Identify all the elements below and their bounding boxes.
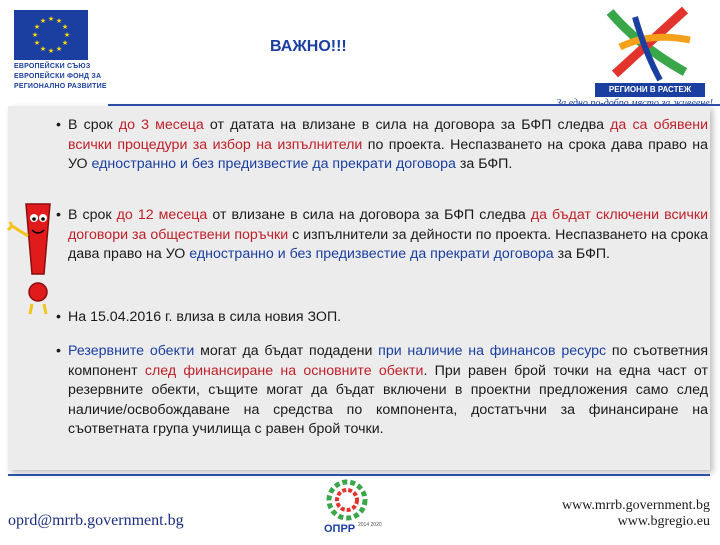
bullet-dot: • — [56, 309, 61, 325]
highlight-blue-text: едностранно и без предизвестие да прекрати договора — [189, 246, 554, 262]
body-text: . При равен брой точки на една част от резервните обекти, същите могат да бъдат включени в проектни предложения само след наличие/освобождаване на средства по компонента, достатъчни за финансиране на съответната група училища с равен брой точки. — [68, 362, 708, 437]
content-panel — [8, 106, 710, 470]
svg-text:★: ★ — [31, 32, 39, 39]
oprr-years: 2014 2020 — [358, 522, 382, 528]
regions-in-growth-logo — [590, 2, 710, 96]
bullet-dot: • — [56, 343, 61, 359]
svg-text:★: ★ — [33, 40, 41, 47]
svg-text:★: ★ — [55, 46, 63, 53]
body-text: от влизане в сила на договора за БФП следва — [207, 207, 531, 223]
body-text: от датата на влизане в сила на договора за БФП следва — [203, 117, 611, 133]
eu-logo-line-2: ЕВРОПЕЙСКИ ФОНД ЗА — [14, 73, 102, 80]
bullet-dot: • — [56, 207, 61, 223]
bullet-dot: • — [56, 117, 61, 133]
svg-text:★: ★ — [39, 46, 47, 53]
eu-flag-icon — [14, 10, 88, 60]
contact-email[interactable]: oprd@mrrb.government.bg — [8, 512, 184, 529]
svg-text:★: ★ — [61, 40, 69, 47]
body-text: В срок — [68, 207, 117, 223]
bullet-item — [56, 342, 709, 440]
svg-text:★: ★ — [39, 18, 47, 25]
body-text: В срок — [68, 117, 119, 133]
highlight-blue-text: Резервните обекти — [68, 343, 195, 359]
footer-divider — [8, 474, 710, 476]
highlight-red-text: да бъдат сключени всички договори за обществени поръчки — [68, 207, 709, 243]
highlight-red-text: до 12 месеца — [116, 207, 208, 223]
website-link-bgregio[interactable]: www.bgregio.eu — [617, 514, 710, 529]
body-text: могат да бъдат подадени — [194, 343, 379, 359]
svg-text:★: ★ — [47, 48, 55, 55]
body-text: На 15.04.2016 г. влиза в сила новия ЗОП. — [68, 309, 342, 325]
bullet-item — [56, 308, 708, 328]
svg-text:★: ★ — [47, 16, 55, 23]
body-text: по съответния компонент — [68, 343, 709, 379]
bullet-item — [56, 206, 709, 265]
bullet-item — [56, 116, 708, 175]
eu-logo-line-3: РЕГИОНАЛНО РАЗВИТИЕ — [14, 83, 107, 90]
highlight-red-text: да са обявени всички процедури за избор на изпълнители — [68, 117, 708, 153]
highlight-red-text: до 3 месеца — [118, 117, 204, 133]
highlight-blue-text: едностранно и без предизвестие да прекрати договора — [91, 156, 456, 172]
exclamation-mascot-icon — [6, 196, 60, 316]
bullet-text — [68, 207, 708, 262]
bullet-text — [68, 309, 341, 325]
svg-text:★: ★ — [63, 32, 71, 39]
body-text: за БФП. — [455, 156, 513, 172]
oprr-label: ОПРР — [324, 523, 356, 535]
page-title: ВАЖНО!!! — [270, 38, 347, 55]
svg-text:★: ★ — [55, 18, 63, 25]
oprr-logo — [318, 478, 382, 540]
programme-logo-text: РЕГИОНИ В РАСТЕЖ — [595, 83, 705, 97]
highlight-red-text: след финансиране на основните обекти — [144, 362, 424, 379]
eu-logo-line-1: ЕВРОПЕЙСКИ СЪЮЗ — [14, 63, 91, 70]
svg-text:★: ★ — [33, 24, 41, 31]
svg-text:★: ★ — [61, 24, 69, 31]
body-text: за БФП. — [553, 246, 610, 262]
body-text: с изпълнители за дейности по проекта. Неспазването на срока дава право на УО — [68, 226, 709, 262]
bullet-text — [68, 117, 708, 172]
body-text: по проекта. Неспазването на срока дава право на УО — [68, 136, 708, 172]
website-link-mrrb[interactable]: www.mrrb.government.bg — [561, 498, 710, 513]
highlight-blue-text: при наличие на финансов ресурс — [378, 343, 607, 359]
bullet-text — [68, 343, 708, 437]
